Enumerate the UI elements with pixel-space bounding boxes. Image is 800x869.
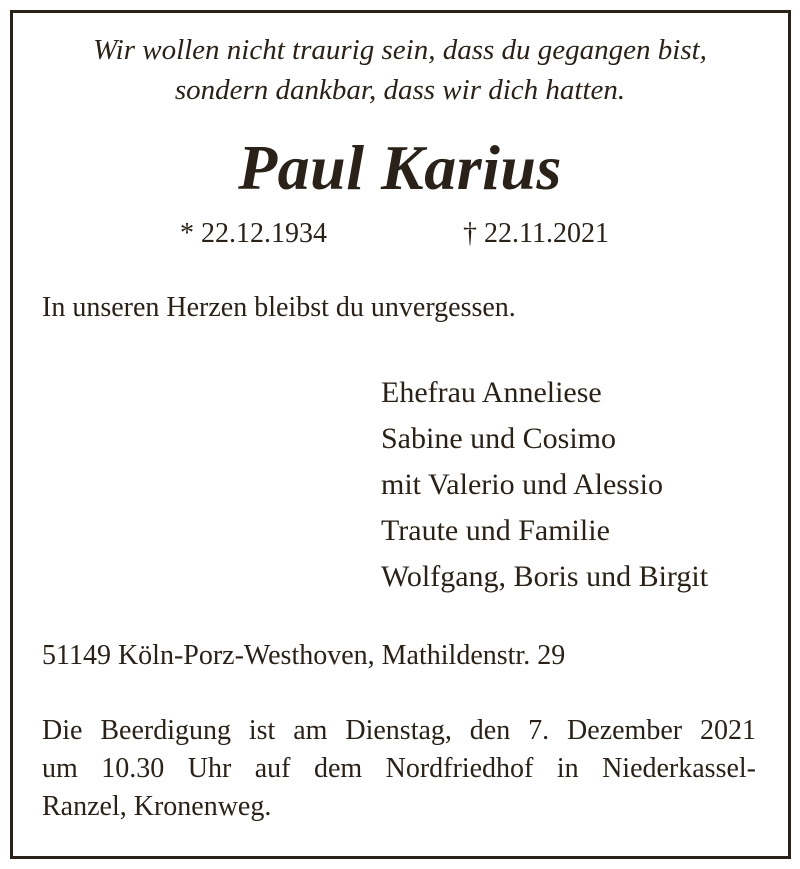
memorial-quote: [0, 30, 800, 110]
funeral-line-3: Ranzel, Kronenweg.: [42, 791, 272, 822]
memorial-motto: In unseren Herzen bleibst du unvergessen.: [42, 292, 516, 323]
funeral-line-1: Die Beerdigung ist am Dienstag, den 7. Dezember 2021: [42, 715, 756, 746]
funeral-info: [42, 712, 756, 826]
mourners-list: [381, 370, 708, 600]
deceased-name: Paul Karius: [238, 132, 562, 203]
family-address: 51149 Köln-Porz-Westhoven, Mathildenstr. 29: [42, 640, 566, 671]
mourner-entry: Sabine und Cosimo: [381, 422, 617, 455]
mourner-entry: Ehefrau Anneliese: [381, 376, 602, 409]
death-date: † 22.11.2021: [463, 218, 609, 249]
quote-line-2: sondern dankbar, dass wir dich hatten.: [174, 74, 626, 106]
quote-line-1: Wir wollen nicht traurig sein, dass du gegangen bist,: [93, 34, 707, 66]
mourner-entry: mit Valerio und Alessio: [381, 468, 663, 501]
funeral-line-2: um 10.30 Uhr auf dem Nordfriedhof in Niederkassel-: [42, 753, 756, 784]
mourner-entry: Wolfgang, Boris und Birgit: [381, 560, 709, 593]
mourner-entry: Traute und Familie: [381, 514, 610, 547]
birth-date: * 22.12.1934: [180, 218, 327, 249]
